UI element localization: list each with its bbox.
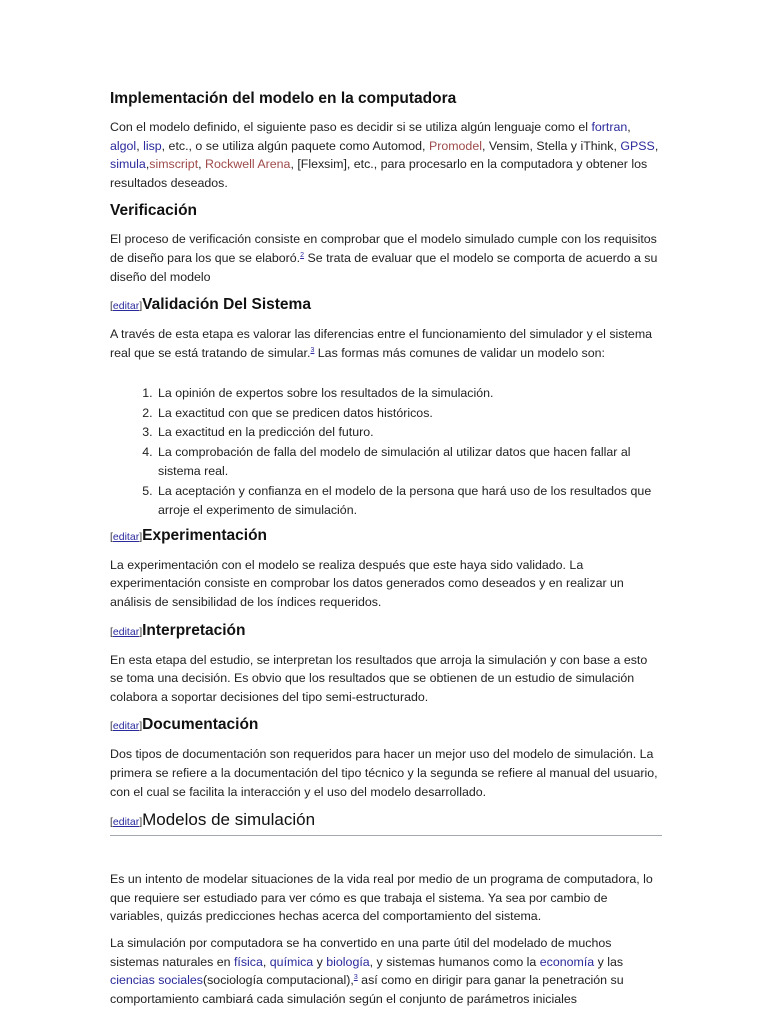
text-run: A través de esta etapa es valorar las diferencias entre el funcionamiento del simulador y el sistema real que se está tratando de simular. <box>110 327 653 360</box>
edit-section: [editar] <box>110 720 143 733</box>
link-ciencias-sociales[interactable]: ciencias sociales <box>110 973 203 988</box>
footnote-link-3[interactable]: 3 <box>310 346 315 354</box>
link-fisica[interactable]: física <box>233 954 263 969</box>
link-gpss[interactable]: GPSS <box>620 138 655 153</box>
heading-verificacion: Verificación <box>110 202 198 220</box>
text-run: y las <box>594 954 624 969</box>
text-run: , <box>262 954 270 969</box>
text-run: , etc., o se utiliza algún paquete como Automod, <box>161 138 429 153</box>
heading-text: Validación Del Sistema <box>142 296 311 314</box>
text-run: , <box>145 157 150 172</box>
link-simscript[interactable]: simscript <box>149 157 199 172</box>
list-item: 1. La opinión de expertos sobre los resultados de la simulación. <box>156 384 662 404</box>
link-economia[interactable]: economía <box>539 954 595 969</box>
heading-text: Experimentación <box>142 526 268 544</box>
heading-text: Modelos de simulación <box>142 810 316 830</box>
heading-text: Interpretación <box>142 621 246 639</box>
text-run: , <box>198 157 206 172</box>
edit-link[interactable]: editar <box>112 720 140 733</box>
list-item: 5. La aceptación y confianza en el modelo de la persona que hará uso de los resultados que arroje el experimento de simulación. <box>156 482 662 521</box>
link-biologia[interactable]: biología <box>326 954 370 969</box>
paragraph-implementacion <box>110 118 662 192</box>
link-fortran[interactable]: fortran <box>591 120 628 134</box>
text-run: , Vensim, Stella y iThink, <box>481 138 621 153</box>
link-simula[interactable]: simula <box>110 157 146 172</box>
heading-modelos <box>110 809 662 836</box>
paragraph-modelos-2 <box>110 934 662 1008</box>
paragraph-verificacion <box>110 230 662 286</box>
text-run: Con el modelo definido, el siguiente paso es decidir si se utiliza algún lenguaje como el <box>110 120 592 134</box>
link-rockwell-arena[interactable]: Rockwell Arena <box>205 157 291 172</box>
text-run: , <box>654 138 659 153</box>
paragraph-experimentacion: La experimentación con el modelo se realiza después que este haya sido validado. La experimentación consiste en comprobar los datos generados como deseados y en realizar un análisis de sensibilidad de los índices requeridos. <box>110 557 624 610</box>
link-algol[interactable]: algol <box>110 138 137 153</box>
edit-section: [editar] <box>110 816 143 829</box>
text-run: y <box>313 954 327 969</box>
heading-experimentacion <box>110 525 662 548</box>
edit-link[interactable]: editar <box>112 300 140 313</box>
text-run: , [Flexsim], etc., para procesarlo en la computadora y obtener los resultados deseados. <box>110 157 648 190</box>
heading-validacion <box>110 294 662 317</box>
paragraph-interpretacion: En esta etapa del estudio, se interpretan los resultados que arroja la simulación y con base a esto se toma una decisión. Es obvio que los resultados que se obtienen de un estudio de simulación colabora a soportar decisiones del tipo semi-estructurado. <box>110 652 648 704</box>
link-lisp[interactable]: lisp <box>143 138 162 153</box>
heading-interpretacion <box>110 620 662 643</box>
heading-text: Documentación <box>142 716 259 734</box>
list-item: 3. La exactitud en la predicción del futuro. <box>156 423 662 443</box>
link-quimica[interactable]: química <box>269 954 314 969</box>
text-run: , <box>627 120 631 134</box>
paragraph-validacion <box>110 325 662 362</box>
link-promodel[interactable]: Promodel <box>428 138 482 153</box>
edit-section: [editar] <box>110 300 143 313</box>
heading-documentacion <box>110 714 662 737</box>
text-run: Se trata de evaluar que el modelo se comporta de acuerdo a su diseño del modelo <box>110 250 658 284</box>
paragraph-modelos-1: Es un intento de modelar situaciones de la vida real por medio de un programa de computadora, lo que requiere ser estudiado para ver cómo es que trabaja el sistema. Ya sea por cambio de variables, quizás predicciones hechas acerca del comportamiento del sistema. <box>110 872 653 924</box>
text-run: El proceso de verificación consiste en comprobar que el modelo simulado cumple con los requisitos de diseño para los que se elaboró. <box>110 232 657 265</box>
footnote-link-3[interactable]: 3 <box>353 974 358 982</box>
list-item: 4. La comprobación de falla del modelo de simulación al utilizar datos que hacen fallar al sistema real. <box>156 443 662 482</box>
text-run: Las formas más comunes de validar un modelo son: <box>314 345 605 360</box>
edit-link[interactable]: editar <box>112 530 140 543</box>
edit-section: [editar] <box>110 530 143 543</box>
paragraph-documentacion: Dos tipos de documentación son requeridos para hacer un mejor uso del modelo de simulación. La primera se refiere a la documentación del tipo técnico y la segunda se refiere al manual del usuario, con el cual se facilita la interacción y el uso del modelo desarrollado. <box>110 747 658 799</box>
text-run: La simulación por computadora se ha convertido en una parte útil del modelado de muchos sistemas naturales en <box>110 935 612 969</box>
edit-section: [editar] <box>110 625 143 638</box>
text-run: , y sistemas humanos como la <box>369 954 540 969</box>
list-item: 2. La exactitud con que se predicen datos históricos. <box>156 404 662 424</box>
text-run: (sociología computacional), <box>202 973 354 988</box>
edit-link[interactable]: editar <box>112 816 140 829</box>
heading-implementacion: Implementación del modelo en la computadora <box>110 90 457 107</box>
validation-methods-list <box>110 384 662 521</box>
text-run: así como en dirigir para ganar la penetración su comportamiento cambiará cada simulación según el conjunto de parámetros iniciales <box>110 973 624 1006</box>
text-run: , <box>136 138 144 153</box>
footnote-link-2[interactable]: 2 <box>300 251 305 259</box>
article-content <box>110 88 662 1016</box>
edit-link[interactable]: editar <box>112 625 140 638</box>
